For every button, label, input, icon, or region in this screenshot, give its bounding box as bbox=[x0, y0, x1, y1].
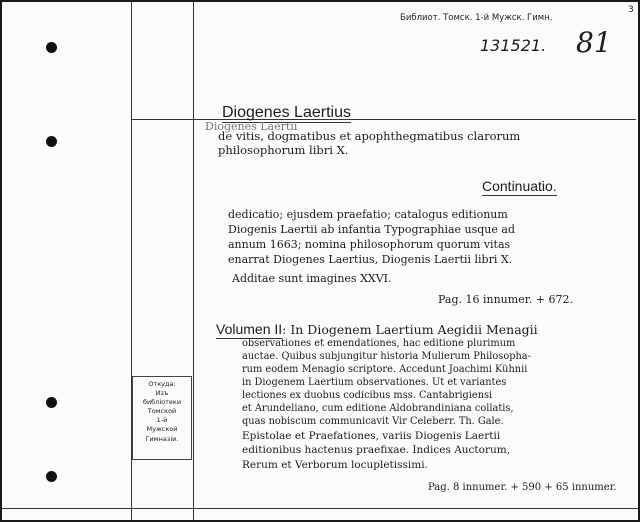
continuatio-label-text: Continuatio. bbox=[482, 178, 557, 194]
volume-pages: Pag. 8 innumer. + 590 + 65 innumer. bbox=[428, 482, 617, 493]
volume-line-1: observationes et emendationes, hac editione plurimum bbox=[242, 338, 516, 349]
bottom-rule bbox=[2, 508, 640, 509]
provenance-line: Откуда: bbox=[148, 380, 176, 388]
volume-line-9: editionibus hactenus praefixae. Indices Auctorum, bbox=[242, 444, 511, 456]
volume-line-8: Epistolae et Praefationes, variis Diogenis Laertii bbox=[242, 430, 501, 442]
author-title-text: Diogenes Laertius bbox=[222, 104, 351, 121]
corner-number: 3 bbox=[628, 5, 634, 15]
title-line-1: de vitis, dogmatibus et apophthegmatibus clarorum bbox=[218, 129, 521, 143]
title-line-2: philosophorum libri X. bbox=[218, 143, 349, 157]
provenance-line: Мужской bbox=[146, 425, 178, 434]
provenance-line: библіотеки bbox=[142, 398, 182, 407]
continuatio-line-3: annum 1663; nomina philosophorum quorum vitas bbox=[228, 238, 511, 251]
continuatio-line-2: Diogenis Laertii ab infantia Typographiae usque ad bbox=[228, 223, 515, 236]
provenance-line: Томской bbox=[147, 407, 177, 416]
author-overlap: Diogenes Laertii bbox=[205, 120, 298, 133]
library-stamp: Библиот. Томск. 1-й Мужск. Гимн. bbox=[400, 13, 553, 23]
margin-line-right bbox=[193, 2, 194, 520]
volume-line-7: quas nobiscum communicavit Vir Celeberr. Th. Gale. bbox=[242, 416, 504, 427]
shelf-mark: 81 bbox=[576, 26, 612, 59]
volume-line-6: et Arundeliano, cum editione Aldobrandiniana collatis, bbox=[242, 403, 514, 414]
volume-line-5: lectiones ex duobus codicibus mss. Cantabrigiensi bbox=[242, 390, 493, 401]
punch-hole-lower bbox=[46, 397, 57, 408]
volume-first-line: : In Diogenem Laertium Aegidii Menagii bbox=[282, 322, 538, 337]
volume-line-4: in Diogenem Laertium observationes. Ut et variantes bbox=[242, 377, 507, 388]
inventory-number: 131521. bbox=[480, 36, 547, 55]
continuatio-line-1: dedicatio; ejusdem praefatio; catalogus editionum bbox=[228, 208, 508, 221]
punch-hole-bottom bbox=[46, 471, 57, 482]
volume-label: Volumen II bbox=[216, 321, 283, 337]
volume-line-2: auctae. Quibus subjungitur historia Mulierum Philosopha- bbox=[242, 351, 531, 362]
provenance-stamp bbox=[132, 376, 192, 460]
continuatio-line-4: enarrat Diogenes Laertius, Diogenis Laertii libri X. bbox=[228, 253, 513, 266]
continuatio-label bbox=[482, 179, 557, 193]
provenance-line: Изъ bbox=[155, 389, 169, 398]
punch-hole-upper bbox=[46, 136, 57, 147]
author-title bbox=[222, 105, 351, 121]
volume-line-3: rum eodem Menagio scriptore. Accedunt Joachimi Kühnii bbox=[242, 364, 528, 375]
continuatio-pages: Pag. 16 innumer. + 672. bbox=[438, 293, 573, 306]
provenance-line: 1-й bbox=[156, 416, 168, 425]
punch-hole-top bbox=[46, 42, 57, 53]
volume-heading bbox=[216, 322, 538, 337]
continuatio-extra: Additae sunt imagines XXVI. bbox=[232, 272, 392, 285]
provenance-line: Гимназіи. bbox=[145, 434, 179, 443]
volume-line-10: Rerum et Verborum locupletissimi. bbox=[242, 459, 428, 471]
